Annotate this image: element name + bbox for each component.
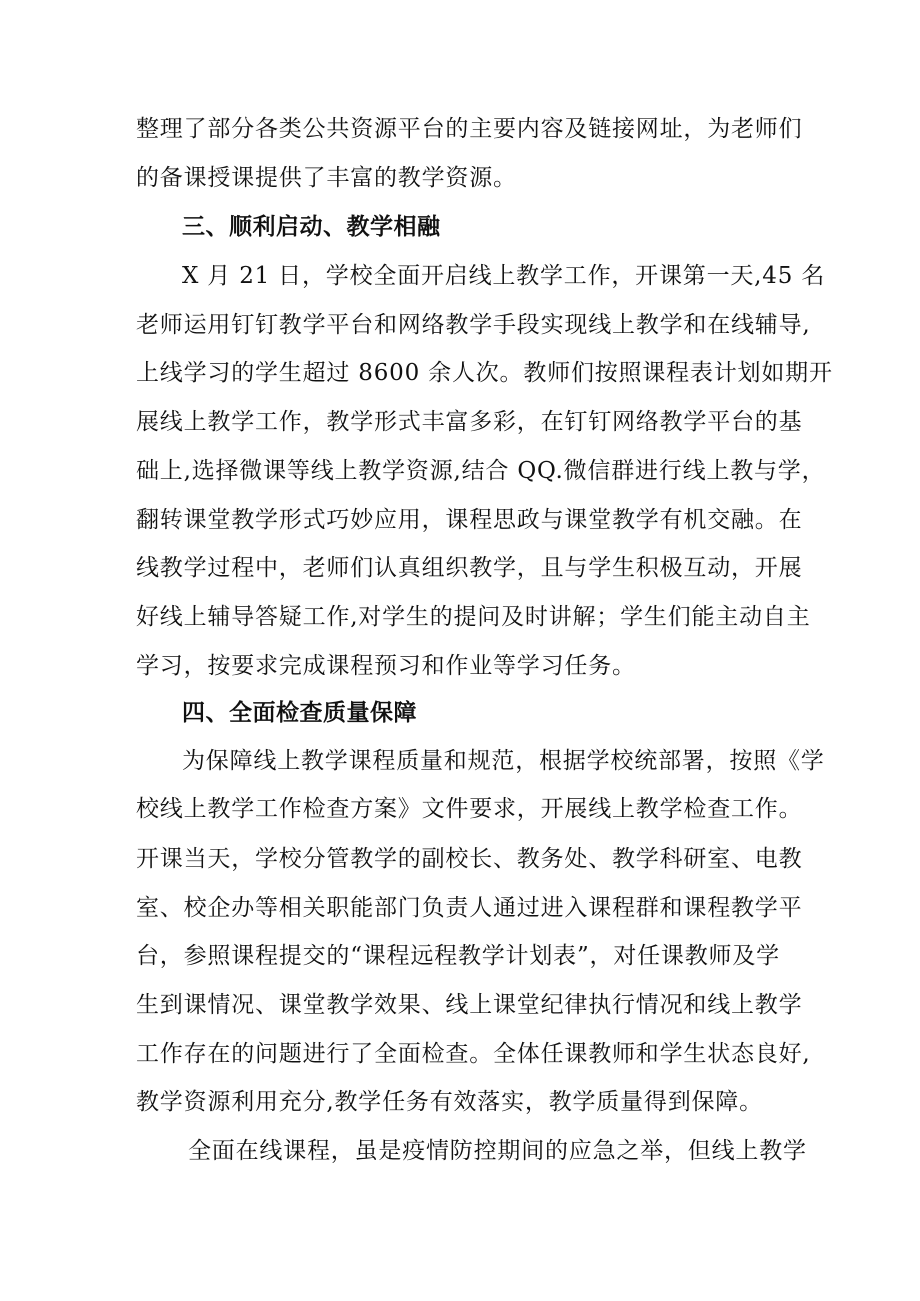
intro-line-2: 的备课授课提供了丰富的教学资源。 <box>136 165 517 191</box>
closing-line: 全面在线课程，虽是疫情防控期间的应急之举，但线上教学 <box>188 1138 807 1164</box>
paragraph-line: 线教学过程中，老师们认真组织教学，且与学生积极互动，开展 <box>136 555 803 581</box>
paragraph-line: 台，参照课程提交的“课程远程教学计划表”，对任课教师及学 <box>136 943 780 969</box>
paragraph-line: 教学资源利用充分,教学任务有效落实，教学质量得到保障。 <box>136 1089 763 1115</box>
paragraph-line: 工作存在的问题进行了全面检查。全体任课教师和学生状态良好, <box>136 1041 811 1067</box>
paragraph-line: 好线上辅导答疑工作,对学生的提问及时讲解；学生们能主动自主 <box>136 604 811 630</box>
paragraph-line: 学习，按要求完成课程预习和作业等学习任务。 <box>136 653 636 679</box>
paragraph-line: 生到课情况、课堂教学效果、线上课堂纪律执行情况和线上教学 <box>136 992 803 1018</box>
paragraph-line: 础上,选择微课等线上教学资源,结合 QQ.微信群进行线上教与学， <box>136 458 826 484</box>
intro-line-1: 整理了部分各类公共资源平台的主要内容及链接网址，为老师们 <box>136 116 803 142</box>
paragraph-line: 室、校企办等相关职能部门负责人通过进入课程群和课程教学平 <box>136 895 803 921</box>
paragraph-line: 为保障线上教学课程质量和规范，根据学校统部署，按照《学 <box>182 748 825 774</box>
paragraph-line: 老师运用钉钉教学平台和网络教学手段实现线上教学和在线辅导, <box>136 312 811 338</box>
paragraph-line: 展线上教学工作，教学形式丰富多彩，在钉钉网络教学平台的基 <box>136 409 803 435</box>
paragraph-line: 翻转课堂教学形式巧妙应用，课程思政与课堂教学有机交融。在 <box>136 507 803 533</box>
section-3-heading: 三、顺利启动、教学相融 <box>182 214 441 240</box>
paragraph-line: 上线学习的学生超过 8600 余人次。教师们按照课程表计划如期开 <box>136 360 833 386</box>
section-4-heading: 四、全面检查质量保障 <box>182 700 417 726</box>
paragraph-line: 校线上教学工作检查方案》文件要求，开展线上教学检查工作。 <box>136 796 803 822</box>
paragraph-line: 开课当天，学校分管教学的副校长、教务处、教学科研室、电教 <box>136 846 803 872</box>
paragraph-line: X 月 21 日，学校全面开启线上教学工作，开课第一天,45 名 <box>182 263 826 289</box>
